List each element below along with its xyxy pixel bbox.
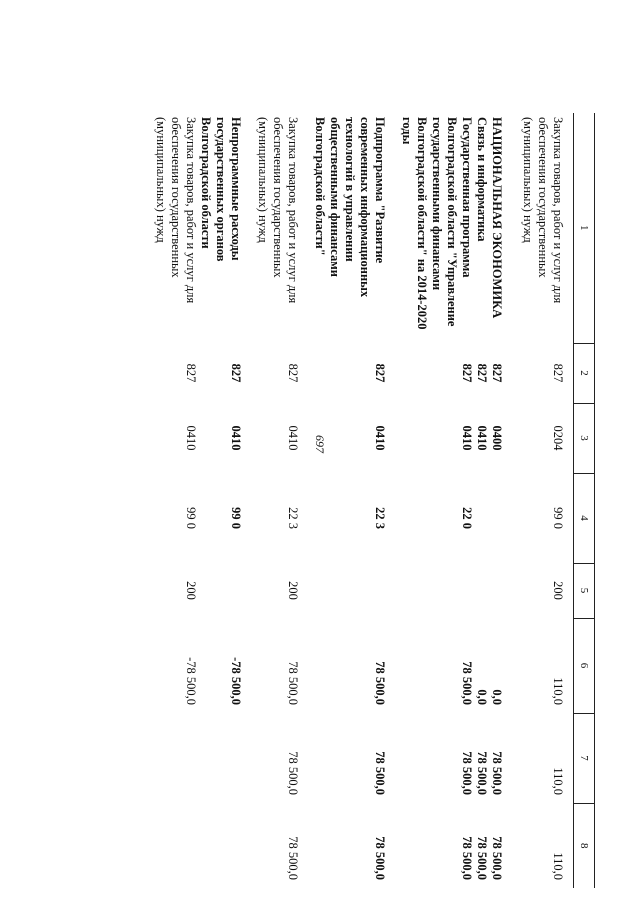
row-spacer: [504, 113, 520, 888]
column-header: 8: [574, 803, 595, 888]
cell-section-code: 0410: [460, 425, 474, 451]
cell-target-code: 99 0: [229, 507, 243, 529]
cell-expense-type: [198, 563, 243, 618]
cell-amount-col7: [198, 713, 243, 803]
table-row: [255, 113, 300, 888]
column-header: 3: [574, 403, 595, 473]
cell-amount-col7: 78 500,0: [475, 751, 489, 795]
cell-target-code: 22 3: [373, 507, 387, 529]
cell-admin-code: 827: [229, 363, 243, 383]
cell-item-name: Непрограммные расходы государственных органов Волгоградской области: [199, 117, 243, 262]
cell-amount-col8: 78 500,0: [286, 836, 300, 880]
cell-admin-code: 827: [490, 363, 504, 383]
cell-amount-col8: 78 500,0: [460, 836, 474, 880]
cell-section-code: 0410: [184, 425, 198, 451]
cell-section-code: 0410: [229, 425, 243, 451]
table-row: [474, 113, 489, 888]
column-header: 4: [574, 473, 595, 563]
cell-admin-code: 827: [373, 363, 387, 383]
row-spacer: [565, 113, 574, 888]
cell-item-name: Закупка товаров, работ и услуг для обеспечения государственных (муниципальных) нужд: [154, 117, 198, 304]
cell-admin-code: 827: [460, 363, 474, 383]
cell-item-name: Подпрограмма "Развитие современных информационных технологий в управлении общественными финансами Волгоградской области": [313, 117, 387, 298]
cell-target-code: 99 0: [551, 507, 565, 529]
table-row: [312, 113, 387, 888]
cell-expense-type: 200: [286, 581, 300, 600]
cell-amount-col8: 110,0: [551, 852, 565, 880]
cell-expense-type: 200: [184, 581, 198, 600]
cell-amount-col8: [153, 803, 198, 888]
cell-amount-col6: 0,0: [490, 689, 504, 705]
cell-amount-col8: 78 500,0: [373, 836, 387, 880]
cell-amount-col6: 78 500,0: [460, 661, 474, 705]
page-number: 697: [313, 435, 327, 453]
cell-expense-type: [399, 563, 474, 618]
cell-amount-col7: 78 500,0: [460, 751, 474, 795]
row-spacer: [243, 113, 255, 888]
cell-item-name: Закупка товаров, работ и услуг для обеспечения государственных (муниципальных) нужд: [521, 117, 565, 304]
cell-admin-code: 827: [551, 363, 565, 383]
cell-item-name: Государственная программа Волгоградской области "Управление государственными финансами Волгоградской области" на 2014-2020 годы: [400, 117, 474, 330]
cell-expense-type: [312, 563, 387, 618]
cell-target-code: 22 3: [286, 507, 300, 529]
budget-table: [153, 113, 595, 888]
cell-expense-type: [474, 563, 489, 618]
cell-amount-col6: 78 500,0: [286, 661, 300, 705]
column-header: 1: [574, 113, 595, 343]
cell-amount-col6: -78 500,0: [229, 657, 243, 705]
table-row: [399, 113, 474, 888]
cell-section-code: 0204: [551, 425, 565, 451]
cell-amount-col6: -78 500,0: [184, 657, 198, 705]
cell-admin-code: 827: [286, 363, 300, 383]
column-header: 2: [574, 343, 595, 403]
cell-item-name: Закупка товаров, работ и услуг для обеспечения государственных (муниципальных) нужд: [256, 117, 300, 304]
table-row: [520, 113, 565, 888]
cell-target-code: [489, 473, 504, 563]
budget-table-rotated: [75, 113, 595, 888]
column-header: 5: [574, 563, 595, 618]
cell-amount-col7: 78 500,0: [286, 751, 300, 795]
table-row: [153, 113, 198, 888]
cell-section-code: 0400: [490, 425, 504, 451]
cell-amount-col7: 78 500,0: [490, 751, 504, 795]
cell-target-code: 22 0: [460, 507, 474, 529]
table-row: [489, 113, 504, 888]
cell-amount-col6: 110,0: [551, 677, 565, 705]
column-header: 6: [574, 618, 595, 713]
cell-amount-col6: 78 500,0: [373, 661, 387, 705]
cell-amount-col8: 78 500,0: [490, 836, 504, 880]
row-spacer: [300, 113, 312, 888]
cell-section-code: 0410: [373, 425, 387, 451]
cell-target-code: 99 0: [184, 507, 198, 529]
column-header: 7: [574, 713, 595, 803]
cell-amount-col8: [198, 803, 243, 888]
cell-admin-code: 827: [184, 363, 198, 383]
cell-expense-type: [489, 563, 504, 618]
cell-target-code: [474, 473, 489, 563]
cell-admin-code: 827: [475, 363, 489, 383]
cell-section-code: 0410: [475, 425, 489, 451]
cell-amount-col8: 78 500,0: [475, 836, 489, 880]
cell-section-code: 0410: [286, 425, 300, 451]
cell-amount-col7: 78 500,0: [373, 751, 387, 795]
row-spacer: [387, 113, 399, 888]
cell-expense-type: 200: [551, 581, 565, 600]
table-row: [198, 113, 243, 888]
table-header-row: [574, 113, 595, 888]
table-body: [153, 113, 574, 888]
cell-amount-col7: 110,0: [551, 767, 565, 795]
cell-item-name: НАЦИОНАЛЬНАЯ ЭКОНОМИКА: [490, 117, 504, 319]
cell-amount-col6: 0,0: [475, 689, 489, 705]
cell-amount-col7: [153, 713, 198, 803]
cell-item-name: Связь и информатика: [475, 117, 489, 242]
